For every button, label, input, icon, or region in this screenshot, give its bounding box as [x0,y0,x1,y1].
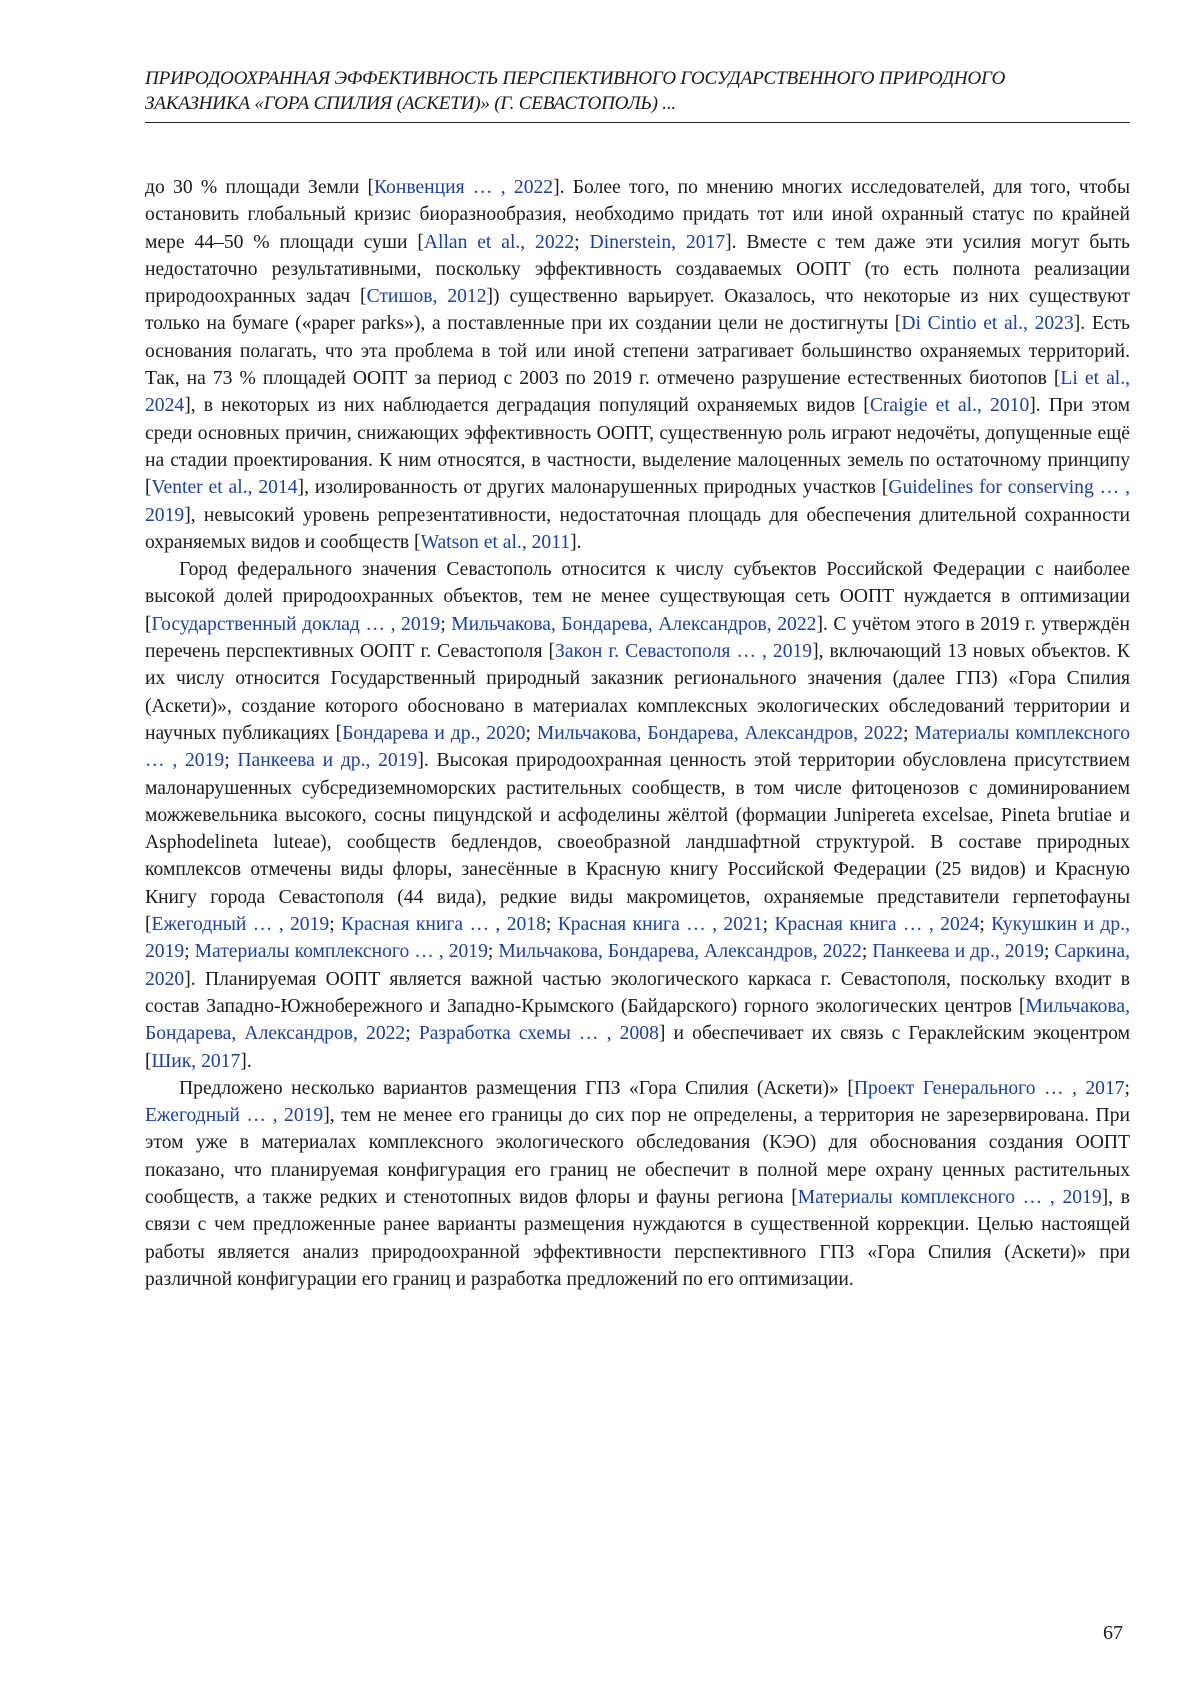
citation-link[interactable]: Ежегодный … , 2019 [151,914,330,936]
paragraph-text: ]. При этом среди основных причин, снижающих эффективность ООПТ, существенную роль играют недочёты, допущенные ещё на стадии проектирования. К ним относятся, в частности, выделение малоценных земель по остаточному принципу [ [145,395,1130,499]
citation-link[interactable]: Государственный доклад … , 2019 [151,613,441,635]
paragraph-text: ; [405,1023,419,1045]
citation-link[interactable]: Craigie et al., 2010 [869,395,1030,417]
paragraph-text: ]. [570,531,582,553]
paragraph-text: ], в связи с чем предложенные ранее варианты размещения нуждаются в существенной коррекции. Целью настоящей работы является анализ природоохранной эффективности перспективного ГПЗ «Гора Спилия (Аскети)» при различной конфигурации его границ и разработка предложений по его оптимизации. [145,1186,1130,1290]
paragraph-text: ] и обеспечивает их связь с Гераклейским экоцентром [ [145,1023,1130,1072]
citation-link[interactable]: Venter et al., 2014 [151,477,298,499]
citation-link[interactable]: Мильчакова, Бондарева, Александров, 2022 [451,613,817,635]
paragraph-text: ; [762,914,775,936]
paragraph-text: ; [224,750,238,772]
citation-link[interactable]: Закон г. Севастополя … , 2019 [555,641,813,663]
paragraph [145,174,1130,556]
body-text [145,174,1130,1293]
header-rule [145,122,1130,123]
citation-link[interactable]: Мильчакова, Бондарева, Александров, 2022 [536,722,904,744]
paragraph-text: ]. Есть основания полагать, что эта проблема в той или иной степени затрагивает большинство охраняемых территорий. Так, на 73 % площадей ООПТ за период с 2003 по 2019 г. отмечено разрушение естественных биотопов [ [145,313,1130,390]
paragraph-text: ; [1124,1077,1130,1099]
paragraph-text: ]. [240,1050,252,1072]
paragraph-text: ; [574,231,590,253]
citation-link[interactable]: Стишов, 2012 [366,286,487,308]
citation-link[interactable]: Конвенция … , 2022 [373,177,554,198]
paragraph-text: ], в некоторых из них наблюдается деградация популяций охраняемых видов [ [184,395,870,417]
citation-link[interactable]: Watson et al., 2011 [420,531,571,553]
paragraph-text: до 30 % площади Земли [ [145,177,374,198]
citation-link[interactable]: Проект Генерального … , 2017 [853,1077,1125,1099]
citation-link[interactable]: Шик, 2017 [151,1050,241,1072]
citation-link[interactable]: Бондарева и др., 2020 [342,722,526,744]
paragraph-text: ], изолированность от других малонарушенных природных участков [ [297,477,889,499]
paragraph-text: ; [487,941,499,963]
citation-link[interactable]: Красная книга … , 2024 [774,914,980,936]
citation-link[interactable]: Guidelines for conserving … , 2019 [145,477,1130,526]
paragraph-text: Город федерального значения Севастополь относится к числу субъектов Российской Федерации с наиболее высокой долей природоохранных объектов, тем не менее существующая сеть ООПТ нуждается в оптимизации [ [145,559,1130,635]
paragraph-text: ; [903,722,915,744]
citation-link[interactable]: Материалы комплексного … , 2019 [797,1186,1102,1208]
paragraph-text: ; [329,914,342,936]
paragraph [145,1075,1130,1293]
citation-link[interactable]: Материалы комплексного … , 2019 [145,722,1131,772]
paragraph-text: ], включающий 13 новых объектов. К их числу относится Государственный природный заказник регионального значения (далее ГПЗ) «Гора Спилия (Аскети)», создание которого обосновано в материалах комплексных экологических обследований территории и научных публикациях [ [145,641,1130,744]
paragraph-text: ]. Вместе с тем даже эти усилия могут быть недостаточно результативными, поскольку эффективность создаваемых ООПТ (то есть полнота реализации природоохранных задач [ [145,231,1130,308]
paragraph-text: ; [1043,941,1055,963]
citation-link[interactable]: Di Cintio et al., 2023 [901,313,1074,335]
citation-link[interactable]: Мильчакова, Бондарева, Александров, 2022 [498,941,862,963]
citation-link[interactable]: Мильчакова, Бондарева, Александров, 2022 [145,995,1130,1045]
paragraph [145,556,1130,1075]
paragraph-text: ], невысокий уровень репрезентативности, недостаточная площадь для обеспечения длительной сохранности охраняемых видов и сообществ [ [145,504,1130,553]
paragraph-text: ]. Более того, по мнению многих исследователей, для того, чтобы остановить глобальный кризис биоразнообразия, необходимо придать тот или иной охранный статус по крайней мере 44–50 % площади суши [ [145,177,1130,253]
running-header-line-1: ПРИРОДООХРАННАЯ ЭФФЕКТИВНОСТЬ ПЕРСПЕКТИВНОГО ГОСУДАРСТВЕННОГО ПРИРОДНОГО [145,68,1006,89]
paragraph-text: ]. Высокая природоохранная ценность этой территории обусловлена присутствием малонарушенных субсредиземноморских растительных сообществ, в том числе фитоценозов с доминированием можжевельника высокого, сосны пицундской и асфоделины жёлтой (формации Junipereta excelsae, Pineta brutiae и Asphodelineta luteae), сообществ бедлендов, своеобразной ландшафтной структурой. В составе природных комплексов отмечены виды флоры, занесённые в Красную книгу Российской Федерации (25 видов) и Красную Книгу города Севастополя (44 вида), редкие виды макромицетов, охраняемые представители герпетофауны [ [145,750,1130,936]
citation-link[interactable]: Allan et al., 2022 [423,231,575,253]
paragraph-text: ]. С учётом этого в 2019 г. утверждён перечень перспективных ООПТ г. Севастополя [ [145,613,1130,663]
paragraph-text: Предложено несколько вариантов размещения ГПЗ «Гора Спилия (Аскети)» [ [179,1077,854,1099]
citation-link[interactable]: Кукушкин и др., 2019 [145,914,1130,963]
paragraph-text: ], тем не менее его границы до сих пор не определены, а территория не зарезервирована. При этом уже в материалах комплексного экологического обследования (КЭО) для обоснования создания ООПТ показано, что планируемая конфигурация его границ не обеспечит в полной мере охрану ценных растительных сообществ, а также редких и стенотопных видов флоры и фауны региона [ [145,1105,1130,1208]
citation-link[interactable]: Панкеева и др., 2019 [237,750,418,772]
paragraph-text: ; [979,914,992,936]
citation-link[interactable]: Красная книга … , 2021 [557,914,763,936]
paragraph-text: ; [545,914,558,936]
paragraph-text: ; [861,941,873,963]
page-number: 67 [1103,1622,1123,1644]
paragraph-text: ]) существенно варьирует. Оказалось, что некоторые из них существуют только на бумаге («paper parks»), а поставленные при их создании цели не достигнуты [ [145,286,1130,335]
paragraph-text: ; [184,941,195,963]
citation-link[interactable]: Красная книга … , 2018 [341,914,546,936]
paragraph-text: ]. Планируемая ООПТ является важной частью экологического каркаса г. Севастополя, поскольку входит в состав Западно-Южнобережного и Западно-Крымского (Байдарского) горного экологических центров [ [145,968,1130,1017]
paragraph-text: ; [440,613,452,635]
citation-link[interactable]: Панкеева и др., 2019 [872,941,1044,963]
citation-link[interactable]: Материалы комплексного … , 2019 [194,941,488,963]
running-header [145,66,1130,116]
running-header-line-2: ЗАКАЗНИКА «ГОРА СПИЛИЯ (АСКЕТИ)» (Г. СЕВАСТОПОЛЬ) ... [145,93,676,114]
citation-link[interactable]: Dinerstein, 2017 [589,231,726,253]
citation-link[interactable]: Li et al., 2024 [145,368,1131,417]
citation-link[interactable]: Ежегодный … , 2019 [145,1105,324,1127]
paragraph-text: ; [525,722,537,744]
citation-link[interactable]: Разработка схемы … , 2008 [418,1023,659,1045]
citation-link[interactable]: Саркина, 2020 [145,941,1131,990]
